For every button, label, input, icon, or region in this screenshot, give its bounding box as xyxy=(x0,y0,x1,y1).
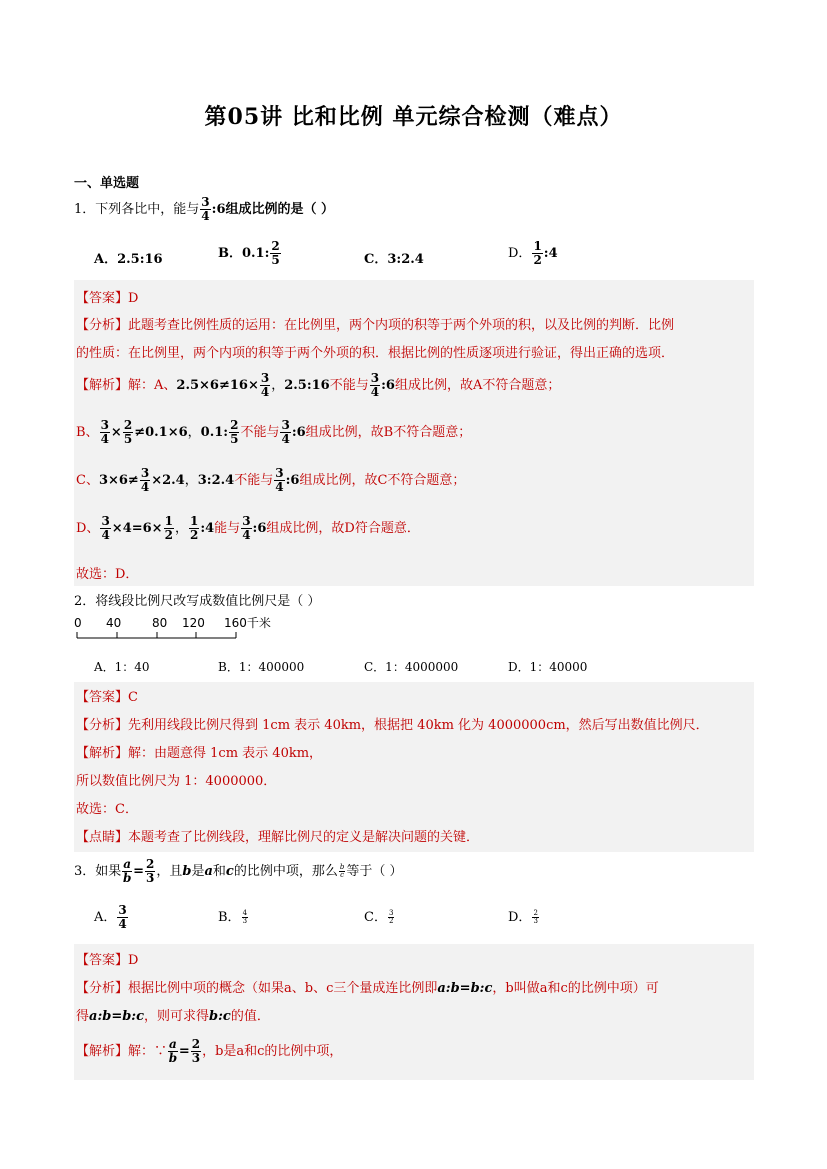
page-title: 第05讲 比和比例 单元综合检测（难点） xyxy=(204,104,623,130)
scale-label-0: 0 xyxy=(74,616,82,630)
q2-option-c[interactable]: C．1：4000000 xyxy=(364,660,459,674)
q1-solution-a: 【解析】解：A、2.5×6≠16× $\frac{3}{4}$ ，2.5:16不能与 $\frac{3}{4}$ :6组成比例，故A不符合题意； xyxy=(76,371,561,399)
question-2-stem: 2．将线段比例尺改写成数值比例尺是（ ） xyxy=(74,594,321,609)
q3-answer: 【答案】D xyxy=(76,953,139,968)
q2-answer: 【答案】C xyxy=(76,690,138,705)
q1-analysis-line2: 的性质：在比例里，两个内项的积等于两个外项的积．根据比例的性质逐项进行验证，得出正确的选项． xyxy=(76,346,675,361)
q3-option-c[interactable]: C． $\frac{3}{2}$ xyxy=(364,909,394,925)
scale-label-40: 40 xyxy=(106,616,122,630)
q1-answer: 【答案】D xyxy=(76,291,139,306)
q2-solution-1: 【解析】解：由题意得 1cm 表示 40km， xyxy=(76,746,323,761)
q1-choose: 故选：D． xyxy=(76,567,139,582)
q1-solution-b: B、 $\frac{3}{4}$ × $\frac{2}{5}$ ≠0.1×6，0.1: $\frac{2}{5}$ 不能与 $\frac{3}{4}$ :6组成比例，故B不符合题意； xyxy=(76,418,472,446)
q3-option-d[interactable]: D． $\frac{2}{3}$ xyxy=(508,909,538,925)
q2-choose: 故选：C． xyxy=(76,802,138,817)
q2-option-b[interactable]: B．1：400000 xyxy=(218,660,305,674)
q3-option-a[interactable]: A． $\frac{3}{4}$ xyxy=(94,903,127,931)
q1-option-b[interactable]: B．0.1: $\frac{2}{5}$ xyxy=(218,239,280,267)
scale-label-120: 120 xyxy=(182,616,205,630)
q1-option-d[interactable]: D． $\frac{1}{2}$ :4 xyxy=(508,239,558,267)
question-1-stem: 1．下列各比中，能与 $\frac{3}{4}$ :6组成比例的是（ ） xyxy=(74,195,335,223)
fraction: $\frac{3}{4}$ xyxy=(201,195,210,223)
q3-solution: 【解析】解：∵ $\frac{a}{b}$ = $\frac{2}{3}$ ，b是a和c的比例中项， xyxy=(76,1037,343,1065)
scale-label-160: 160千米 xyxy=(224,616,271,630)
q1-option-a[interactable]: A．2.5:16 xyxy=(94,252,163,267)
q1-option-c[interactable]: C．3:2.4 xyxy=(364,252,424,267)
q1-solution-d: D、 $\frac{3}{4}$ ×4=6× $\frac{1}{2}$ ， $\frac{1}{2}$ :4能与 $\frac{3}{4}$ :6组成比例，故D符合题意． xyxy=(76,514,420,542)
q2-solution-2: 所以数值比例尺为 1：4000000． xyxy=(76,774,277,789)
q2-comment: 【点睛】本题考查了比例线段，理解比例尺的定义是解决问题的关键． xyxy=(76,830,480,845)
q2-option-a[interactable]: A．1：40 xyxy=(94,660,150,674)
q2-analysis: 【分析】先利用线段比例尺得到 1cm 表示 40km，根据把 40km 化为 4000000cm，然后写出数值比例尺． xyxy=(76,718,709,733)
scale-label-80: 80 xyxy=(152,616,168,630)
q3-option-b[interactable]: B． $\frac{4}{3}$ xyxy=(218,909,248,925)
question-3-stem: 3．如果 $\frac{a}{b}$ = $\frac{2}{3}$ ，且b是a和c的比例中项，那么 $\frac{b}{c}$ 等于（ ） xyxy=(74,857,403,885)
q3-analysis-line2: 得a:b=b:c，则可求得b:c的值． xyxy=(76,1009,270,1024)
q3-analysis-line1: 【分析】根据比例中项的概念（如果a、b、c三个量成连比例即a:b=b:c，b叫做a和c的比例中项）可 xyxy=(76,981,659,996)
q2-option-d[interactable]: D．1：40000 xyxy=(508,660,588,674)
scale-bar xyxy=(74,614,314,644)
q1-analysis-line1: 【分析】此题考查比例性质的运用：在比例里，两个内项的积等于两个外项的积，以及比例的判断．比例 xyxy=(76,318,675,333)
q1-solution-c: C、3×6≠ $\frac{3}{4}$ ×2.4，3:2.4不能与 $\frac{3}{4}$ :6组成比例，故C不符合题意； xyxy=(76,466,466,494)
section-heading: 一、单选题 xyxy=(74,176,140,191)
